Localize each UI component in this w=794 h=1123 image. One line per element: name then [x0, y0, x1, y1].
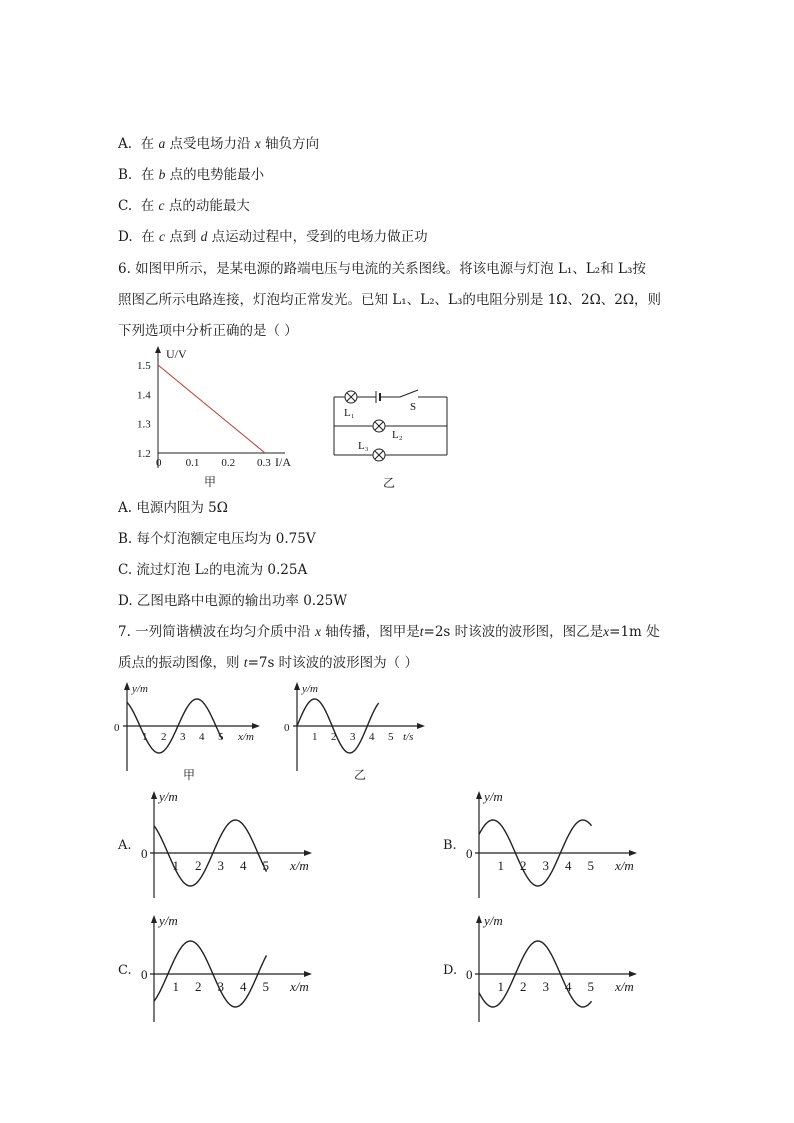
x-tick-label: 2 [520, 979, 527, 994]
x-tick-label: 3 [542, 858, 549, 873]
y-tick-label: 1.5 [137, 360, 151, 372]
q6-option-d: D. 乙图电路中电源的输出功率 0.25W [118, 593, 348, 609]
var: x [314, 624, 321, 639]
x-tick-label: 1 [497, 858, 504, 873]
y-axis-label: U/V [166, 347, 187, 361]
q6-option-a: A. 电源内阻为 5Ω [118, 500, 228, 516]
x-axis-label: x/m [290, 858, 309, 873]
text: 轴负方向 [265, 136, 320, 152]
x-tick-label: 5 [587, 858, 594, 873]
x-axis-label: x/m [615, 858, 634, 873]
x-tick-label: 5 [218, 731, 224, 743]
x-tick-label: 3 [542, 979, 549, 994]
var: a [158, 136, 166, 151]
x-tick-label: 0.1 [185, 457, 200, 469]
x-axis-label: x/m [615, 979, 634, 994]
var: t [419, 624, 424, 639]
wave-graph-jia [115, 678, 265, 773]
label-l3: L₃ [358, 440, 369, 452]
text: 点到 [169, 229, 197, 245]
ui-data-line [158, 365, 265, 453]
x-tick-label: 0 [156, 457, 162, 469]
origin-label: 0 [141, 846, 148, 861]
x-tick-label: 3 [217, 979, 224, 994]
var: c [158, 198, 165, 213]
y-axis-arrow [151, 791, 157, 799]
option-letter: C. [118, 198, 133, 214]
text: 在 [140, 167, 155, 183]
x-tick-label: 5 [388, 731, 394, 743]
x-tick-label: 0.2 [221, 457, 236, 469]
x-tick-label: 1 [497, 979, 504, 994]
q7-fig-yi-caption: 乙 [354, 768, 367, 782]
y-axis-label: y/m [159, 913, 178, 928]
text: =2s 时该波的波形图，图乙是 [423, 624, 604, 640]
var: x [603, 624, 610, 639]
x-tick-label: 4 [199, 731, 205, 743]
x-tick-label: 1 [172, 858, 179, 873]
x-tick-label: 3 [180, 731, 186, 743]
var: d [200, 229, 208, 244]
x-axis-arrow [629, 971, 637, 977]
x-tick-label: 4 [240, 858, 247, 873]
y-tick-label: 1.2 [137, 448, 151, 460]
q7-fig-jia-caption: 甲 [183, 768, 196, 782]
switch-blade [400, 390, 418, 397]
q5-option-b [118, 165, 264, 185]
text: 轴传播，图甲是 [325, 624, 420, 640]
y-axis-arrow [155, 346, 161, 353]
q6-stem-line1: 6. 如图甲所示，是某电源的路端电压与电流的关系图线。将该电源与灯泡 L₁、L₂和 L₃按 [118, 261, 646, 277]
wave-graph-yi [283, 678, 433, 773]
q5-option-d [118, 227, 428, 247]
q5-option-a [118, 134, 319, 154]
x-axis-label: I/A [275, 455, 291, 469]
q7-stem-line1 [118, 622, 660, 642]
y-axis-arrow [151, 915, 157, 923]
label-l2: L₂ [392, 429, 403, 441]
x-tick-label: 4 [565, 979, 572, 994]
x-axis-arrow [417, 723, 425, 729]
q6-stem-line3: 下列选项中分析正确的是（ ） [118, 323, 298, 339]
text: 在 [140, 198, 155, 214]
ui-graph [125, 343, 305, 473]
y-axis-arrow [124, 682, 130, 690]
text: =1m 处 [609, 624, 660, 640]
wave-option-a [138, 788, 318, 900]
q7-option-b-letter: B. [443, 838, 457, 853]
x-tick-label: 0.3 [257, 457, 271, 469]
q7-option-a-letter: A. [118, 838, 132, 853]
circuit-diagram [328, 382, 453, 462]
y-tick-label: 1.3 [137, 418, 151, 431]
x-tick-label: 3 [350, 731, 356, 743]
option-letter: D. [118, 229, 133, 245]
q6-fig-jia-caption: 甲 [204, 475, 217, 489]
x-tick-label: 2 [520, 858, 527, 873]
x-tick-label: 4 [369, 731, 375, 743]
option-letter: B. [118, 167, 133, 183]
var: x [254, 136, 261, 151]
text: 点的动能最大 [168, 198, 250, 214]
y-tick-label: 1.4 [137, 389, 151, 402]
x-axis-arrow [304, 850, 312, 856]
x-tick-label: 2 [195, 858, 202, 873]
text: 点运动过程中，受到的电场力做正功 [211, 229, 428, 245]
q6-option-c: C. 流过灯泡 L₂的电流为 0.25A [118, 562, 308, 578]
text: 在 [140, 136, 155, 152]
wave-option-d [463, 912, 643, 1026]
x-tick-label: 2 [161, 731, 167, 743]
origin-label: 0 [466, 967, 473, 982]
x-tick-label: 2 [195, 979, 202, 994]
var: b [158, 167, 166, 182]
var: c [159, 229, 166, 244]
y-axis-arrow [294, 682, 300, 690]
origin-label: 0 [114, 722, 120, 734]
option-letter: A. [118, 136, 133, 152]
text: 点的电势能最小 [169, 167, 265, 183]
x-tick-label: 4 [565, 858, 572, 873]
x-tick-label: 5 [262, 858, 269, 873]
x-axis-arrow [629, 850, 637, 856]
var: t [243, 655, 248, 670]
q7-option-c-letter: C. [118, 963, 132, 978]
x-tick-label: 1 [312, 731, 318, 743]
text: 质点的振动图像，则 [118, 655, 240, 671]
x-axis-label: x/m [238, 731, 254, 743]
x-tick-label: 1 [172, 979, 179, 994]
x-tick-label: 3 [217, 858, 224, 873]
q7-stem-line2 [118, 653, 418, 673]
text: 在 [141, 229, 155, 245]
text: =7s 时该波的波形图为（ ） [247, 655, 418, 671]
text: 7. 一列简谐横波在均匀介质中沿 [118, 624, 311, 640]
label-s: S [410, 401, 417, 413]
y-axis-arrow [476, 915, 482, 923]
y-axis-label: y/m [302, 683, 318, 695]
q5-option-c [118, 196, 250, 216]
wave-option-c [138, 912, 318, 1026]
x-tick-label: 1 [142, 731, 148, 743]
origin-label: 0 [141, 967, 148, 982]
label-l1: L₁ [344, 407, 355, 419]
q7-option-d-letter: D. [443, 963, 458, 978]
x-tick-label: 5 [587, 979, 594, 994]
x-tick-label: 4 [240, 979, 247, 994]
q6-option-b: B. 每个灯泡额定电压均为 0.75V [118, 531, 316, 547]
x-axis-label: x/m [290, 979, 309, 994]
y-axis-arrow [476, 791, 482, 799]
y-axis-label: y/m [484, 913, 503, 928]
x-axis-arrow [252, 723, 260, 729]
y-axis-label: y/m [159, 789, 178, 804]
x-axis-arrow [304, 971, 312, 977]
q6-fig-yi-caption: 乙 [383, 476, 396, 490]
wave-option-b [463, 788, 643, 900]
x-tick-label: 2 [331, 731, 337, 743]
x-tick-label: 5 [262, 979, 269, 994]
y-axis-label: y/m [484, 789, 503, 804]
origin-label: 0 [284, 722, 290, 734]
q6-stem-line2: 照图乙所示电路连接，灯泡均正常发光。已知 L₁、L₂、L₃的电阻分别是 1Ω、2Ω、2Ω，则 [118, 292, 662, 308]
origin-label: 0 [466, 846, 473, 861]
text: 点受电场力沿 [169, 136, 251, 152]
x-axis-label: t/s [403, 731, 414, 743]
y-axis-label: y/m [132, 683, 148, 695]
